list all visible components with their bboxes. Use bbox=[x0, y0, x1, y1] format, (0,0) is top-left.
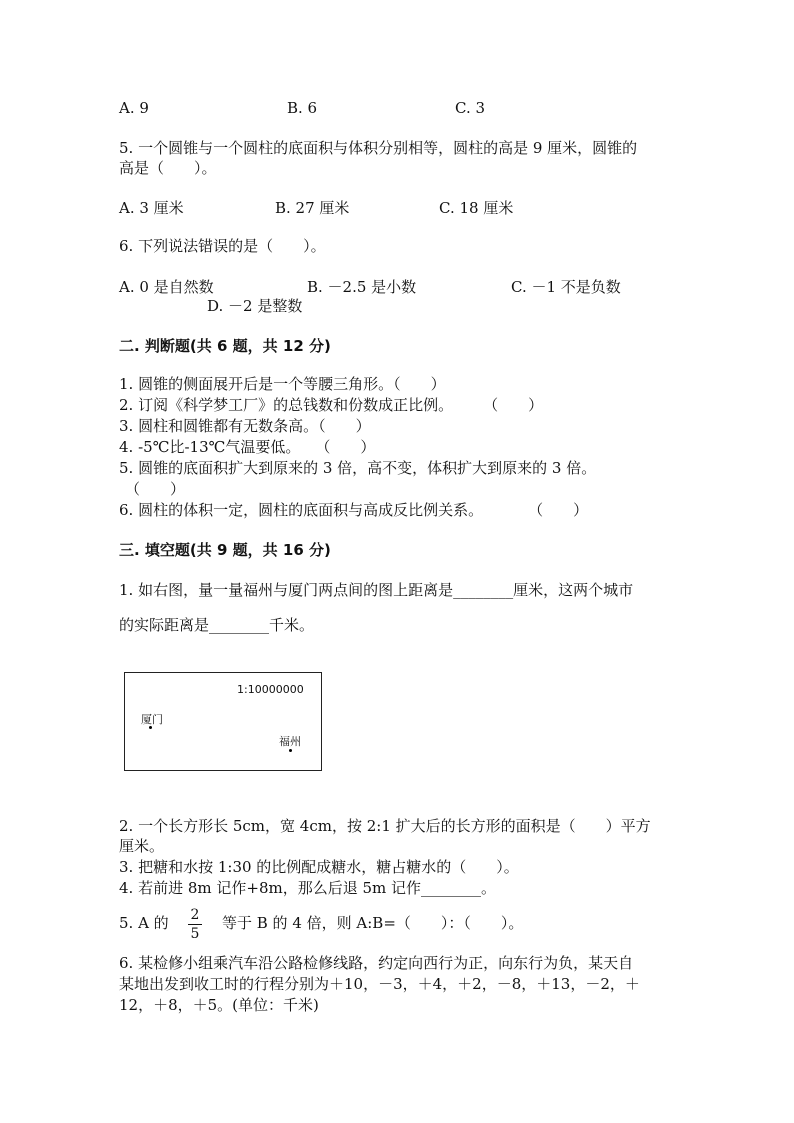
section3-title: 三. 填空题(共 9 题，共 16 分) bbox=[119, 541, 331, 559]
q6-option-c: C. －1 不是负数 bbox=[511, 278, 621, 296]
q6-option-b: B. －2.5 是小数 bbox=[307, 278, 417, 296]
fill-q3: 3. 把糖和水按 1:30 的比例配成糖水，糖占糖水的（ ）。 bbox=[119, 858, 519, 876]
judge-item-5: 5. 圆锥的底面积扩大到原来的 3 倍，高不变，体积扩大到原来的 3 倍。 bbox=[119, 459, 597, 477]
q5-option-c: C. 18 厘米 bbox=[439, 199, 514, 217]
map-label-fuzhou: 福州 bbox=[279, 735, 301, 748]
map-scale: 1:10000000 bbox=[237, 683, 304, 696]
map-label-xiamen: 厦门 bbox=[141, 713, 163, 726]
fill-q1-line1: 1. 如右图，量一量福州与厦门两点间的图上距离是________厘米，这两个城市 bbox=[119, 581, 634, 599]
fill-q5-prefix: 5. A 的 bbox=[119, 914, 169, 932]
q5-option-a: A. 3 厘米 bbox=[119, 199, 184, 217]
judge-item-5-bracket: （ ） bbox=[125, 480, 186, 498]
fill-q4: 4. 若前进 8m 记作+8m，那么后退 5m 记作________。 bbox=[119, 879, 497, 897]
fill-q2-line1: 2. 一个长方形长 5cm，宽 4cm，按 2:1 扩大后的长方形的面积是（ ）平方 bbox=[119, 817, 651, 835]
q6-stem: 6. 下列说法错误的是（ ）。 bbox=[119, 237, 326, 255]
xiamen-point bbox=[149, 726, 152, 729]
q5-option-b: B. 27 厘米 bbox=[275, 199, 350, 217]
q5-stem-line2: 高是（ ）。 bbox=[119, 159, 217, 177]
q4-option-a: A. 9 bbox=[119, 99, 149, 117]
fraction-denominator: 5 bbox=[190, 926, 200, 942]
q6-option-a: A. 0 是自然数 bbox=[119, 278, 214, 296]
judge-item-1: 1. 圆锥的侧面展开后是一个等腰三角形。（ ） bbox=[119, 375, 446, 393]
judge-item-6: 6. 圆柱的体积一定，圆柱的底面积与高成反比例关系。 （ ） bbox=[119, 501, 589, 519]
section2-title: 二. 判断题(共 6 题，共 12 分) bbox=[119, 337, 331, 355]
fraction-bar bbox=[188, 924, 202, 925]
fraction-two-fifths bbox=[188, 907, 202, 942]
judge-item-2: 2. 订阅《科学梦工厂》的总钱数和份数成正比例。 （ ） bbox=[119, 396, 544, 414]
fuzhou-point bbox=[289, 749, 292, 752]
q6-option-d: D. －2 是整数 bbox=[207, 297, 303, 315]
q4-option-c: C. 3 bbox=[455, 99, 486, 117]
q5-stem-line1: 5. 一个圆锥与一个圆柱的底面积与体积分别相等，圆柱的高是 9 厘米，圆锥的 bbox=[119, 139, 638, 157]
judge-item-4: 4. -5℃比-13℃气温要低。 （ ） bbox=[119, 438, 376, 456]
q4-option-b: B. 6 bbox=[287, 99, 318, 117]
fill-q6-line2: 某地出发到收工时的行程分别为＋10，－3，＋4，＋2，－8，＋13，－2，＋ bbox=[119, 975, 640, 993]
fraction-numerator: 2 bbox=[190, 907, 200, 923]
judge-item-3: 3. 圆柱和圆锥都有无数条高。（ ） bbox=[119, 417, 371, 435]
fill-q2-line2: 厘米。 bbox=[119, 837, 165, 855]
fill-q6-line3: 12，＋8，＋5。(单位：千米) bbox=[119, 996, 319, 1014]
map-figure bbox=[124, 672, 322, 771]
fill-q5-suffix: 等于 B 的 4 倍，则 A:B=（ ）：（ ）。 bbox=[222, 914, 524, 932]
fill-q1-line2: 的实际距离是________千米。 bbox=[119, 616, 315, 634]
fill-q6-line1: 6. 某检修小组乘汽车沿公路检修线路，约定向西行为正，向东行为负，某天自 bbox=[119, 954, 634, 972]
